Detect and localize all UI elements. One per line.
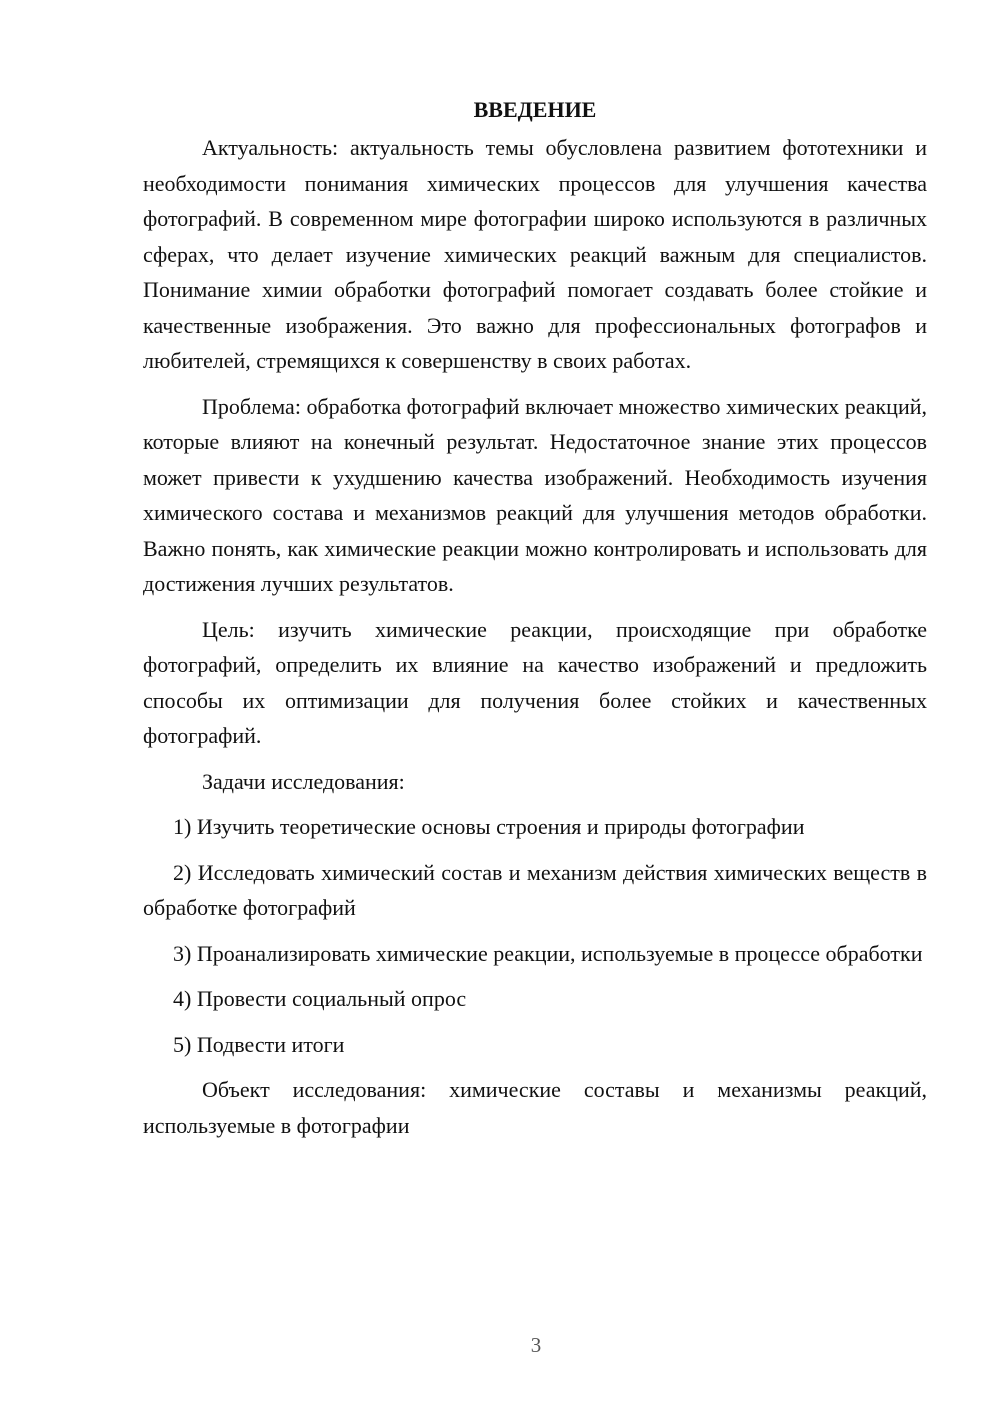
task-item-2: 2) Исследовать химический состав и механизм действия химических веществ в обработке фотографий [143,859,927,920]
task-item-3: 3) Проанализировать химические реакции, используемые в процессе обработки [173,940,923,966]
task-item-4: 4) Провести социальный опрос [173,986,467,1011]
page-content [143,92,927,1153]
tasks-heading: Задачи исследования: [202,768,405,794]
page-number: 3 [530,1333,542,1357]
paragraph-problem: Проблема: обработка фотографий включает множество химических реакций, которые влияют на конечный результат. Недостаточное знание этих процессов может привести к ухудшению качества изображений. Необходимость изучения химического состава и механизмов реакций для улучшения методов обработки. Важно понять, как химические реакции можно контролировать и использовать для достижения лучших результатов. [143,393,927,596]
task-item-1: 1) Изучить теоретические основы строения и природы фотографии [173,814,805,839]
section-title: ВВЕДЕНИЕ [473,97,597,122]
task-item-5: 5) Подвести итоги [173,1031,345,1057]
paragraph-relevance: Актуальность: актуальность темы обусловлена развитием фототехники и необходимости понимания химических процессов для улучшения качества фотографий. В современном мире фотографии широко используются в различных сферах, что делает изучение химических реакций важным для специалистов. Понимание химии обработки фотографий помогает создавать более стойкие и качественные изображения. Это важно для профессиональных фотографов и любителей, стремящихся к совершенству в своих работах. [143,135,927,373]
paragraph-object: Объект исследования: химические составы и механизмы реакций, используемые в фотографии [143,1077,927,1138]
paragraph-goal: Цель: изучить химические реакции, происходящие при обработке фотографий, определить их влияние на качество изображений и предложить способы их оптимизации для получения более стойких и качественных фотографий. [143,616,927,748]
